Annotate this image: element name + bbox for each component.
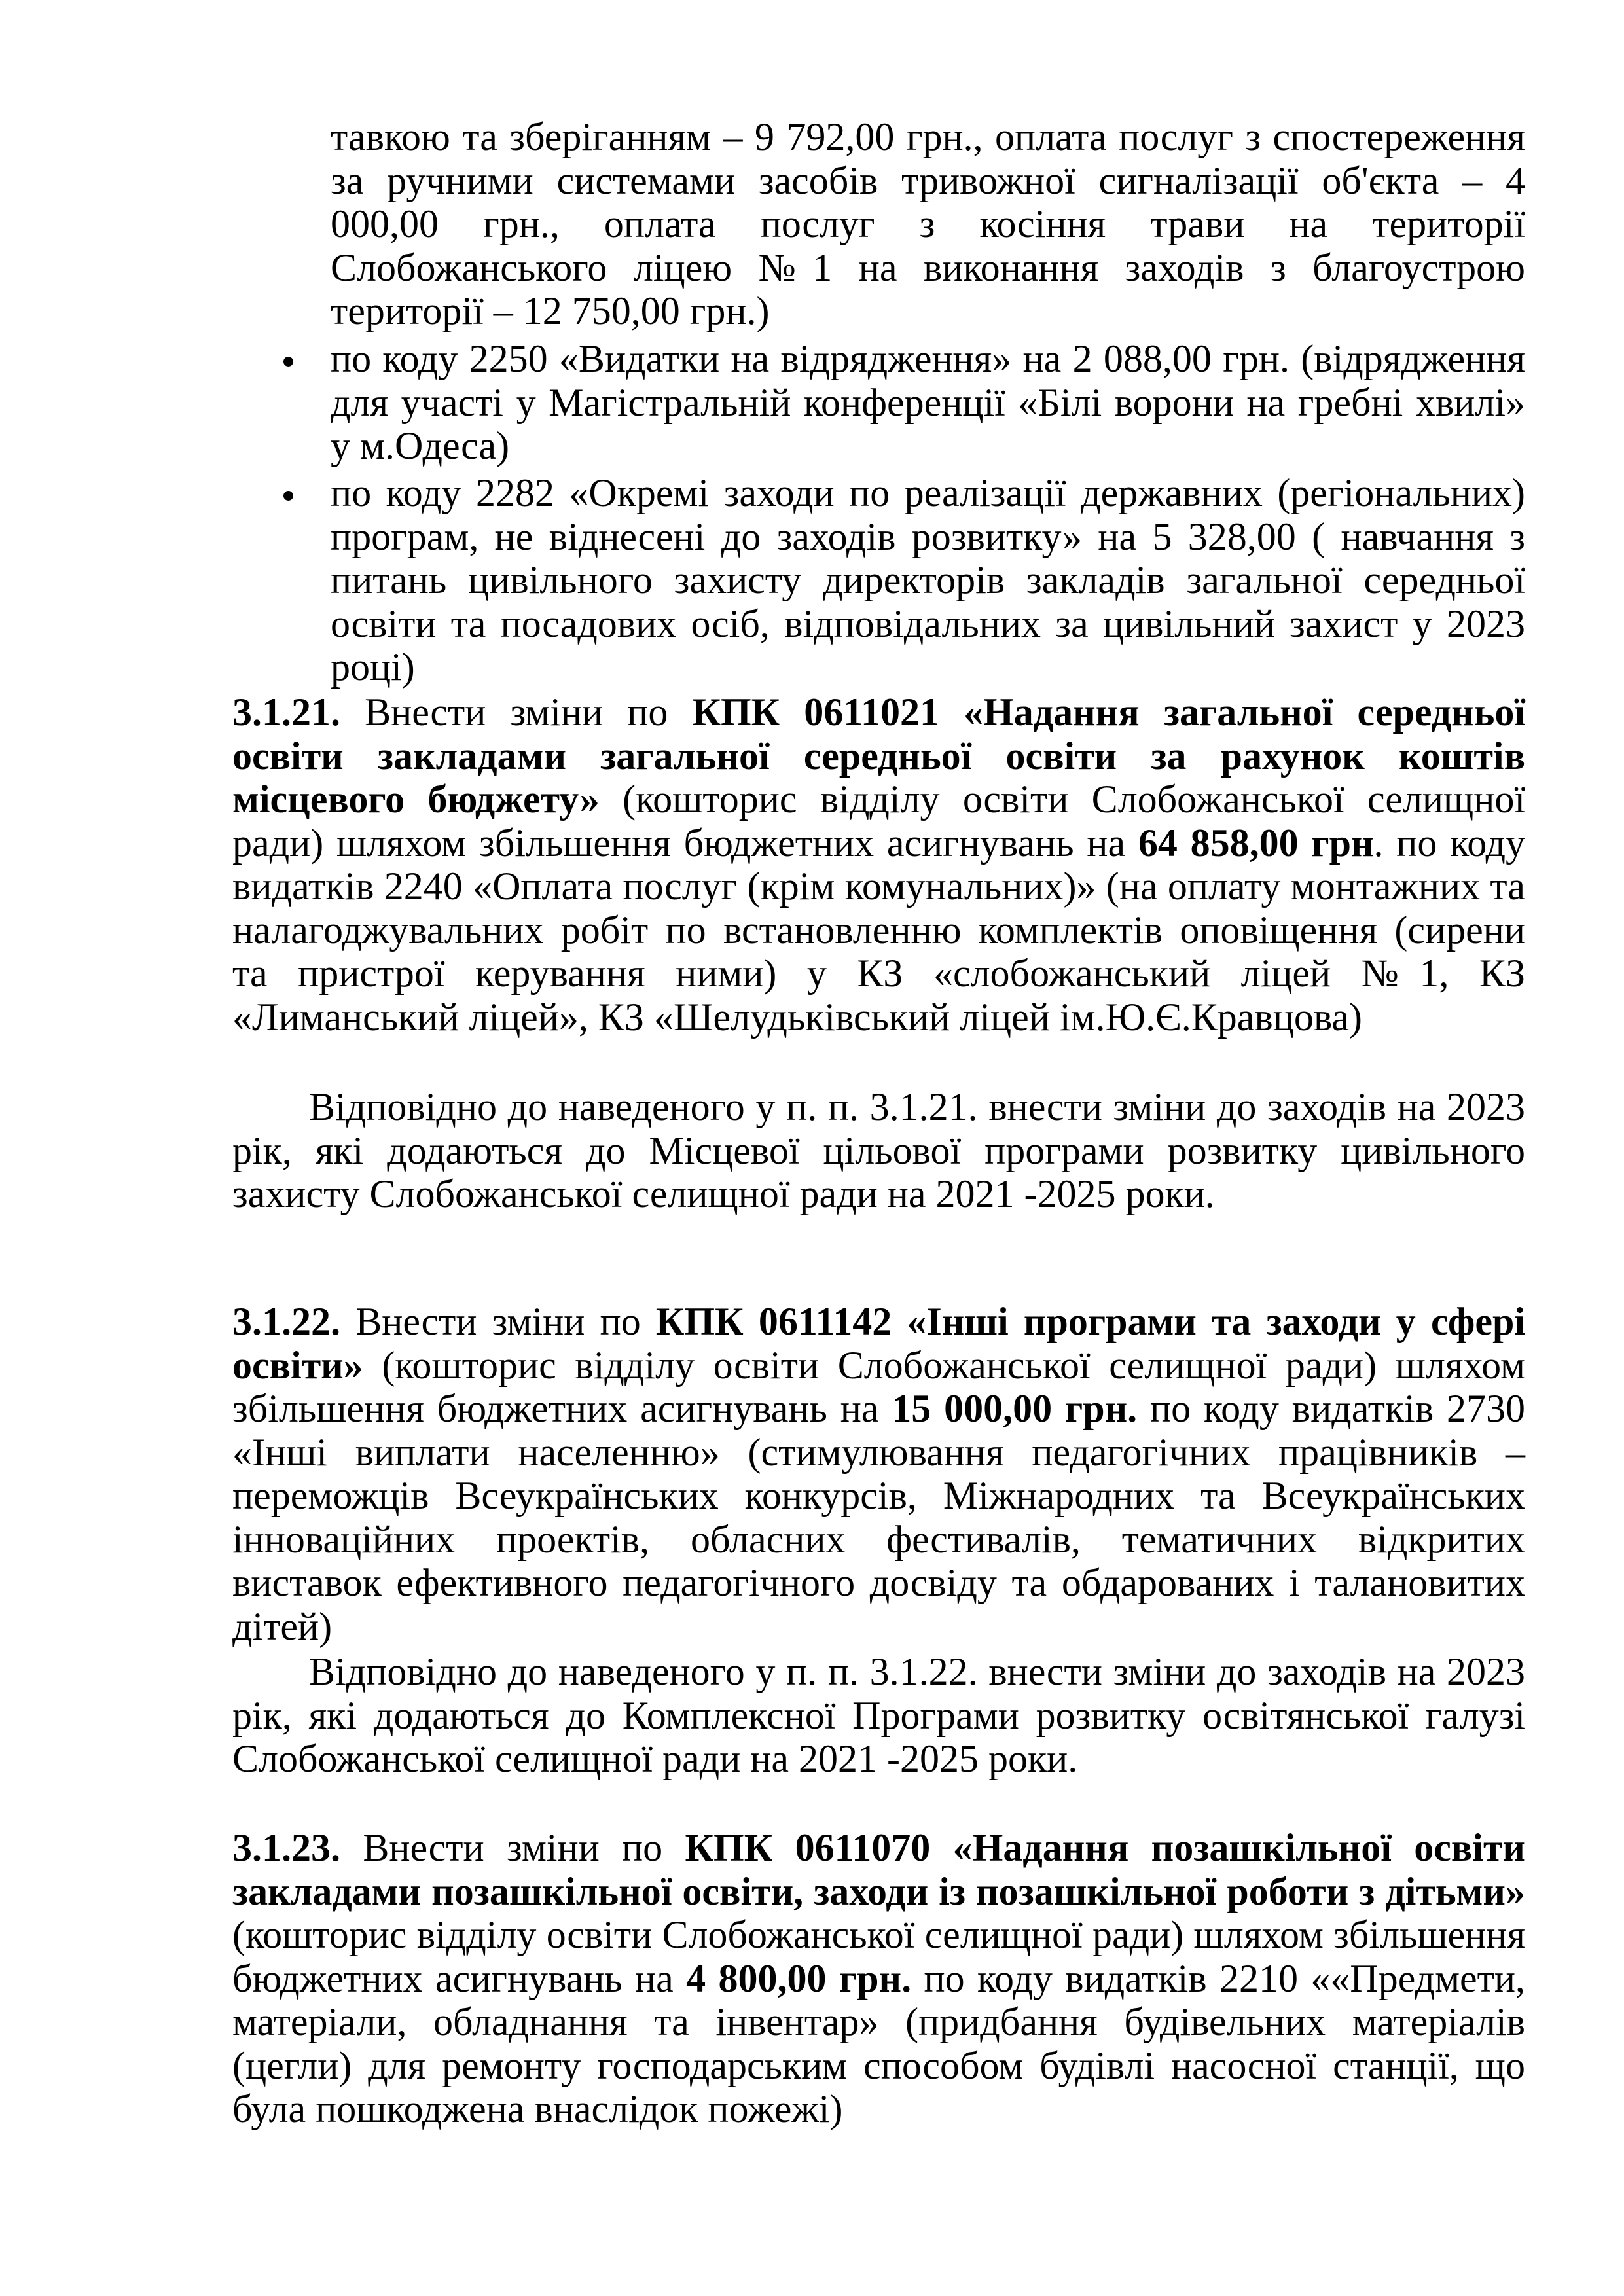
list-item-text: по коду 2282 «Окремі заходи по реалізації державних (регіональних) програм, не віднесені до заходів розвитку» на 5 328,00 ( навчання з питань цивільного захисту директорів закладів загальної середньої освіти та посадових осіб, відповідальних за цивільний захист у 2023 році) — [331, 471, 1525, 689]
followup-3-1-21 — [232, 1085, 1525, 1216]
amount: 64 858,00 грн — [1138, 821, 1374, 865]
section-text: по коду видатків 2730 «Інші виплати населенню» (стимулювання педагогічних працівників – переможців Всеукраїнських конкурсів, Міжнародних та Всеукраїнських інноваційних проектів, обласних фестивалів, тематичних відкритих виставок ефективного педагогічного досвіду та обдарованих і талановитих дітей) — [232, 1387, 1526, 1648]
section-number: 3.1.22. — [232, 1300, 340, 1343]
list-continuation — [331, 115, 1525, 333]
section-number: 3.1.21. — [232, 691, 340, 734]
section-number: 3.1.23. — [232, 1826, 340, 1869]
section-text: (кошторис відділу освіти Слобожанської селищної ради) шляхом збільшення бюджетних асигнувань на — [232, 1343, 1525, 1430]
list-item-text: по коду 2250 «Видатки на відрядження» на 2 088,00 грн. (відрядження для участі у Магістральній конференції «Білі ворони на гребні хвилі» у м.Одеса) — [331, 337, 1525, 467]
section-lead: Внести зміни по — [340, 1826, 685, 1869]
section-3-1-22 — [232, 1300, 1525, 1648]
section-lead: Внести зміни по — [340, 1300, 656, 1343]
list-item — [331, 337, 1525, 468]
bullet-icon — [283, 357, 293, 367]
list-continuation-text: тавкою та зберіганням – 9 792,00 грн., оплата послуг з спостереження за ручними системами засобів тривожної сигналізації об'єкта – 4 000,00 грн., оплата послуг з косіння трави на території Слобожанського ліцею №1 на виконання заходів з благоустрою території – 12 750,00 грн.) — [331, 115, 1525, 332]
list-item — [331, 471, 1525, 689]
section-text: (кошторис відділу освіти Слобожанської селищної ради) шляхом збільшення бюджетних асигнувань на — [232, 1913, 1525, 2000]
amount: 4 800,00 грн. — [686, 1956, 912, 2000]
kpk-title: КПК 0611070 «Надання позашкільної освіти закладами позашкільної освіти, заходи із позашкільної роботи з дітьми» — [232, 1826, 1525, 1913]
followup-3-1-22 — [232, 1650, 1525, 1781]
followup-text: Відповідно до наведеного у п. п. 3.1.22. внести зміни до заходів на 2023 рік, які додаються до Комплексної Програми розвитку освітянської галузі Слобожанської селищної ради на 2021 -2025 роки. — [232, 1650, 1525, 1780]
amount: 15 000,00 грн. — [892, 1387, 1138, 1430]
section-text: по коду видатків 2210 ««Предмети, матеріали, обладнання та інвентар» (придбання будівельних матеріалів (цегли) для ремонту господарським способом будівлі насосної станції, що була пошкоджена внаслідок пожежі) — [232, 1956, 1526, 2130]
bullet-icon — [283, 491, 293, 501]
section-text: (кошторис відділу освіти Слобожанської селищної ради) шляхом збільшення бюджетних асигнувань на — [232, 778, 1525, 865]
section-lead: Внести зміни по — [340, 691, 693, 734]
kpk-title: КПК 0611142 «Інші програми та заходи у сфері освіти» — [232, 1300, 1525, 1387]
kpk-title: КПК 0611021 «Надання загальної середньої освіти закладами загальної середньої освіти за рахунок коштів місцевого бюджету» — [232, 691, 1525, 821]
section-text: . по коду видатків 2240 «Оплата послуг (крім комунальних)» (на оплату монтажних та налагоджувальних робіт по встановленню комплектів оповіщення (сирени та пристрої керування ними) у КЗ «слобожанський ліцей №1, КЗ «Лиманський ліцей», КЗ «Шелудьківський ліцей ім.Ю.Є.Кравцова) — [232, 821, 1526, 1039]
followup-text: Відповідно до наведеного у п. п. 3.1.21. внести зміни до заходів на 2023 рік, які додаються до Місцевої цільової програми розвитку цивільного захисту Слобожанської селищної ради на 2021 -2025 роки. — [232, 1085, 1525, 1215]
section-3-1-21 — [232, 691, 1525, 1039]
section-3-1-23 — [232, 1826, 1525, 2131]
